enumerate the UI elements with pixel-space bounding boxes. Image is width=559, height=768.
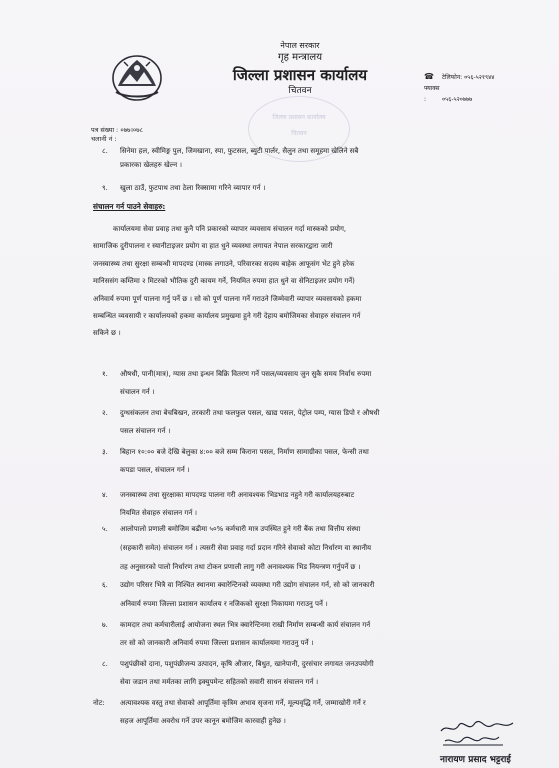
section-heading: संचालन गर्न पाउने सेवाहरु: — [93, 202, 166, 211]
list-number: ३. — [102, 448, 108, 456]
list-number: १. — [102, 370, 108, 378]
paragraph-line: सम्बन्धित व्यवसायी र कार्यालयको हकमा कार्यालय प्रमुखमा हुने गरी देहाय बमोजिमका सेवाहरु संचालन गर्न — [93, 312, 361, 321]
list-number: ८. — [102, 147, 108, 155]
ministry-name: गृह मन्त्रालय — [277, 52, 323, 63]
list-line: पशुपंछीको दाना, पशुपंछीजन्य उत्पादन, कृषि औजार, बिधुत, खानेपानी, दुरसंचार लगायत जनउपयोगी — [120, 660, 374, 668]
letter-number: पत्र संख्या : ०७७।०७८ — [91, 126, 144, 134]
list-text — [120, 404, 530, 440]
list-line: कपडा पसल, संचालन गर्न । — [120, 466, 190, 474]
fax-number: ०५६-५२०७७७ — [442, 96, 473, 103]
list-line: उद्योग परिसर भित्रै वा निश्चित स्थानमा क्वारेन्टिनको व्यवस्था गरी उद्योग संचालन गर्न, सो को जानकारी — [120, 581, 375, 589]
list-text — [120, 443, 530, 479]
list-line: (सहकारी समेत) संचालन गर्न । त्यसरी सेवा प्रवाह गर्दा प्रदान गरिने सेवाको कोटा निर्धारण वा स्थानीय — [120, 544, 372, 552]
list-line: दुग्धसंकलन तथा बेचबिखन, तरकारी तथा फलफुल पसल, खाद्य पसल, पेट्रोल पम्प, ग्यास डिपो र औषधी — [120, 409, 380, 417]
list-line: सेवा जडान तथा मर्मतका लागि इक्युपमेन्ट सहितको सवारी साधन संचालन गर्न । — [120, 678, 319, 686]
paragraph-line: मानिससंग कम्तिमा २ मिटरको भौतिक दुरी कायम गर्ने, नियमित रुपमा हात धुने वा सेनिटाइजर प्रयोग गर्ने) — [93, 277, 355, 286]
note-line: सहज आपूर्तिमा अवरोध गर्ने उपर कानून बमोजिम कारवाही हुनेछ । — [120, 717, 286, 725]
fax-label: फ्याक्स : — [424, 85, 440, 103]
list-line: तर सो को जानकारी अनिवार्य रुपमा जिल्ला प्रशासन कार्यालयमा गराउनु पर्ने । — [120, 639, 314, 647]
phone-line — [424, 71, 494, 83]
note-line: अत्यावश्यक वस्तु तथा सेवाको आपूर्तिमा कृत्रिम अभाव सृजना गर्ने, मूल्यवृद्धि गर्ने, जम्माखोरी गर्ने र — [120, 699, 366, 707]
list-line: जनस्वास्थ्य तथा सुरक्षाका मापदण्ड पालना गरी अनावश्यक भिडभाड नहुने गरी कार्यालयहरुबाट — [120, 491, 355, 499]
list-line: बिहान १०:०० बजे देखि बेलुका ४:०० बजे सम्म किराना पसल, निर्माण सामाग्रीका पसल, फेन्सी तथा — [120, 448, 369, 456]
list-line: आलोपालो प्रणाली बमोजिम बढीमा ५०% कर्मचारी मात्र उपस्थित हुने गरी बैंक तथा वित्तीय संस्था — [120, 525, 361, 533]
dispatch-number: चलानी नं : — [91, 135, 117, 143]
list-number: ६. — [102, 581, 108, 589]
list-line: औषधी, पानी(मात्र), ग्यास तथा इन्धन बिक्रि वितरण गर्ने पसल/व्यवसाय जुन सुकै समय निर्वाध रुपमा — [120, 370, 372, 378]
intro-paragraph — [93, 221, 528, 343]
office-name: जिल्ला प्रशासन कार्यालय — [232, 66, 368, 84]
list-number: ८. — [102, 660, 108, 668]
paragraph-line: अनिवार्य रुपमा पूर्ण पालना गर्नु पर्ने छ । सो को पूर्ण पालना गर्ने गराउने जिम्मेवारी व्यापार व्यवसायको हकमा — [93, 294, 362, 303]
nepal-government-emblem-icon — [110, 52, 164, 102]
list-text — [120, 520, 530, 577]
list-text — [120, 144, 530, 172]
contact-block — [424, 71, 494, 105]
list-number: ७. — [102, 621, 108, 629]
government-name: नेपाल सरकार — [280, 41, 320, 50]
list-text — [120, 655, 530, 691]
district-name: चितवन — [288, 86, 312, 96]
list-line: संचालन गर्न । — [120, 388, 155, 396]
list-line: तह अनुसारको पालो निर्धारण तथा टोकन प्रणाली लागु गरी अनावश्यक भिड नियन्त्रण गर्नुपर्ने छ । — [120, 563, 361, 571]
list-text — [120, 616, 530, 652]
list-text — [120, 365, 530, 401]
list-text — [120, 181, 530, 195]
list-line: खुला ठाउँ, फुटपाथ तथा ठेला रिक्सामा गरिने व्यापार गर्न । — [120, 184, 266, 192]
phone-text: टेलिफोन: ०५६-५२१९४४ — [442, 74, 495, 81]
paragraph-line: सकिने छ । — [93, 329, 121, 338]
letterhead — [180, 40, 420, 97]
list-line: कामदार तथा कर्मचारीलाई आयोजना स्थल भित्र क्वारेन्टिनमा राखी निर्माण सम्बन्धी कार्य संचालन गर्न — [120, 621, 371, 629]
list-text — [120, 576, 530, 614]
list-number: ५. — [102, 525, 108, 533]
reference-block — [91, 126, 143, 144]
list-number: ४. — [102, 491, 108, 499]
signatory-name: नारायण प्रसाद भट्टराई — [440, 755, 511, 765]
list-line: सिनेमा हल, स्वीमिङ्ग पुल, जिमखाना, स्पा, फुटसल, ब्युटी पार्लर, सैलुन तथा समूहमा खेलिने सबै — [120, 147, 359, 155]
list-number: ९. — [102, 184, 108, 192]
list-line: प्रकारका खेलहरु खेल्न । — [120, 161, 183, 169]
fax-line — [424, 83, 494, 105]
office-stamp: जिल्ला प्रशासन कार्यालय चितवन — [248, 96, 350, 162]
list-text — [120, 486, 530, 522]
telephone-icon: ☎ — [424, 72, 434, 81]
paragraph-line: कार्यालयमा सेवा प्रवाह तथा कुनै पनि प्रकारको व्यापार व्यवसाय संचालन गर्दा मास्कको प्रयोग, — [113, 225, 347, 233]
paragraph-line: सामाजिक दुरीपालना र स्यानीटाइजर प्रयोग वा हात धुने व्यवस्था लगायत नेपाल सरकारद्वारा जारी — [93, 242, 333, 251]
list-number: २. — [102, 409, 108, 417]
list-line: अनिवार्य रुपमा जिल्ला प्रशासन कार्यालय र नजिकको सुरक्षा निकायमा गराउनु पर्ने । — [120, 600, 328, 608]
list-line: नियमित सेवाहरु संचालन गर्न । — [120, 509, 198, 517]
list-line: पसल संचालन गर्न । — [120, 427, 171, 435]
note-label: नोट: — [93, 699, 105, 707]
paragraph-line: जनस्वास्थ्य तथा सुरक्षा सम्बन्धी मापदण्ड (मास्क लगाउने, परिवारका सदस्य बाहेक आफूसंग भेट हुने हरेक — [93, 259, 355, 268]
